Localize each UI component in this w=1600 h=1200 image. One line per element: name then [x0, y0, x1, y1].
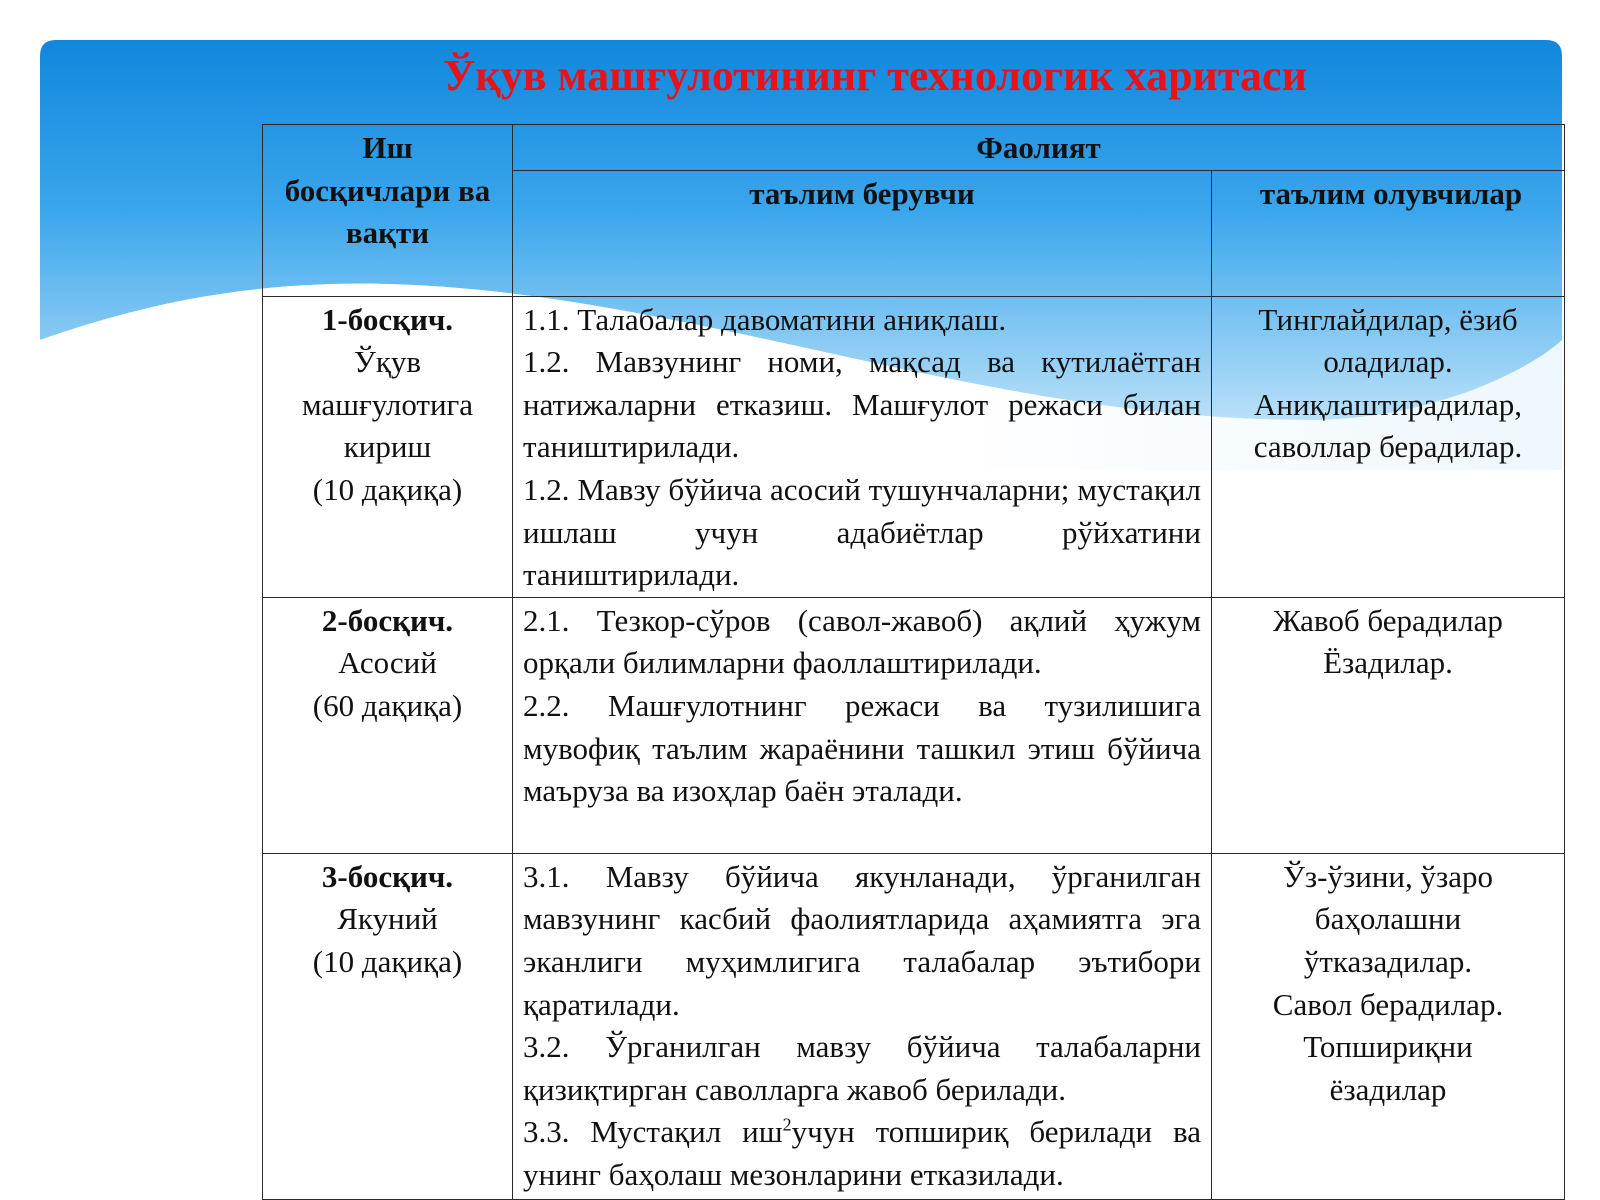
- header-students: таълим олувчилар: [1212, 170, 1565, 296]
- students-line: Ўз-ўзини, ўзаро: [1282, 858, 1494, 894]
- students-cell: [1212, 853, 1565, 1199]
- students-line: оладилар.: [1323, 344, 1453, 380]
- students-line: Ёзадилар.: [1323, 645, 1453, 681]
- teacher-item: 1.2. Мавзу бўйича асосий тушунчаларни; мустақил ишлаш учун адабиётлар рўйхатини таништирилади.: [523, 471, 1201, 593]
- stage-line: Якуний: [337, 901, 438, 937]
- students-line: Аниқлаштирадилар,: [1254, 386, 1522, 422]
- students-line: ёзадилар: [1329, 1071, 1447, 1107]
- students-cell: [1212, 296, 1565, 597]
- stage-cell: [263, 296, 513, 597]
- stage-time: (60 дақиқа): [312, 687, 463, 723]
- teacher-item: 2.2. Машғулотнинг режаси ва тузилишига мувофиқ таълим жараёнини ташкил этиш бўйича маъруза ва изоҳлар баён эталади.: [523, 687, 1201, 809]
- page-number: 2: [782, 1114, 792, 1135]
- teacher-item: 2.1. Тезкор-сўров (савол-жавоб) ақлий ҳужум орқали билимларни фаоллаштирилади.: [523, 602, 1201, 681]
- stage-line: кириш: [343, 429, 432, 465]
- students-line: Савол берадилар.: [1272, 986, 1504, 1022]
- header-teacher: таълим берувчи: [513, 170, 1212, 296]
- stage-cell: [263, 853, 513, 1199]
- teacher-cell: [513, 597, 1212, 853]
- stage-time: (10 дақиқа): [312, 943, 463, 979]
- header-stages: Иш босқичлари ва вақти: [263, 125, 513, 297]
- table-row: [263, 296, 1565, 597]
- students-line: саволлар берадилар.: [1253, 429, 1523, 465]
- teacher-cell: [513, 853, 1212, 1199]
- header-activity: Фаолият: [513, 125, 1565, 171]
- stage-label: 3-босқич.: [321, 858, 454, 894]
- teacher-item: 1.2. Мавзунинг номи, мақсад ва кутилаётган натижаларни етказиш. Машғулот режаси билан таништирилади.: [523, 344, 1201, 465]
- stage-cell: [263, 597, 513, 853]
- stage-line: машғулотига: [301, 386, 474, 422]
- students-line: Тинглайдилар, ёзиб: [1258, 301, 1518, 337]
- slide-title: Ўқув машғулотининг технологик харитаси: [443, 51, 1307, 100]
- stage-line: Ўқув: [353, 344, 422, 380]
- stage-label: 2-босқич.: [321, 602, 454, 638]
- table-header-row: [263, 125, 1565, 171]
- students-line: баҳолашни: [1314, 901, 1462, 937]
- stage-label: 1-босқич.: [321, 301, 454, 337]
- students-cell: [1212, 597, 1565, 853]
- teacher-item-text: учун топшириқ берилади ва унинг баҳолаш мезонларини етказилади.: [523, 1114, 1201, 1192]
- teacher-item: 1.1. Талабалар давоматини аниқлаш.: [523, 301, 1007, 337]
- teacher-cell: [513, 296, 1212, 597]
- teacher-item-text: 3.3. Мустақил иш: [523, 1114, 783, 1150]
- students-line: Топшириқни: [1303, 1029, 1473, 1065]
- students-line: ўтказадилар.: [1303, 943, 1473, 979]
- technology-map-table: [262, 124, 1565, 1200]
- teacher-item: 3.2. Ўрганилган мавзу бўйича талабаларни қизиқтирган саволларга жавоб берилади.: [523, 1029, 1201, 1107]
- stage-time: (10 дақиқа): [312, 471, 463, 507]
- teacher-item: 3.1. Мавзу бўйича якунланади, ўрганилган мавзунинг касбий фаолиятларида аҳамиятга эга эканлиги муҳимлигига талабалар эътибори қаратилади.: [523, 858, 1201, 1022]
- table-row: [263, 853, 1565, 1199]
- teacher-item-last: [523, 1111, 1201, 1196]
- students-line: Жавоб берадилар: [1273, 602, 1503, 638]
- stage-line: Асосий: [338, 645, 437, 681]
- table-row: [263, 597, 1565, 853]
